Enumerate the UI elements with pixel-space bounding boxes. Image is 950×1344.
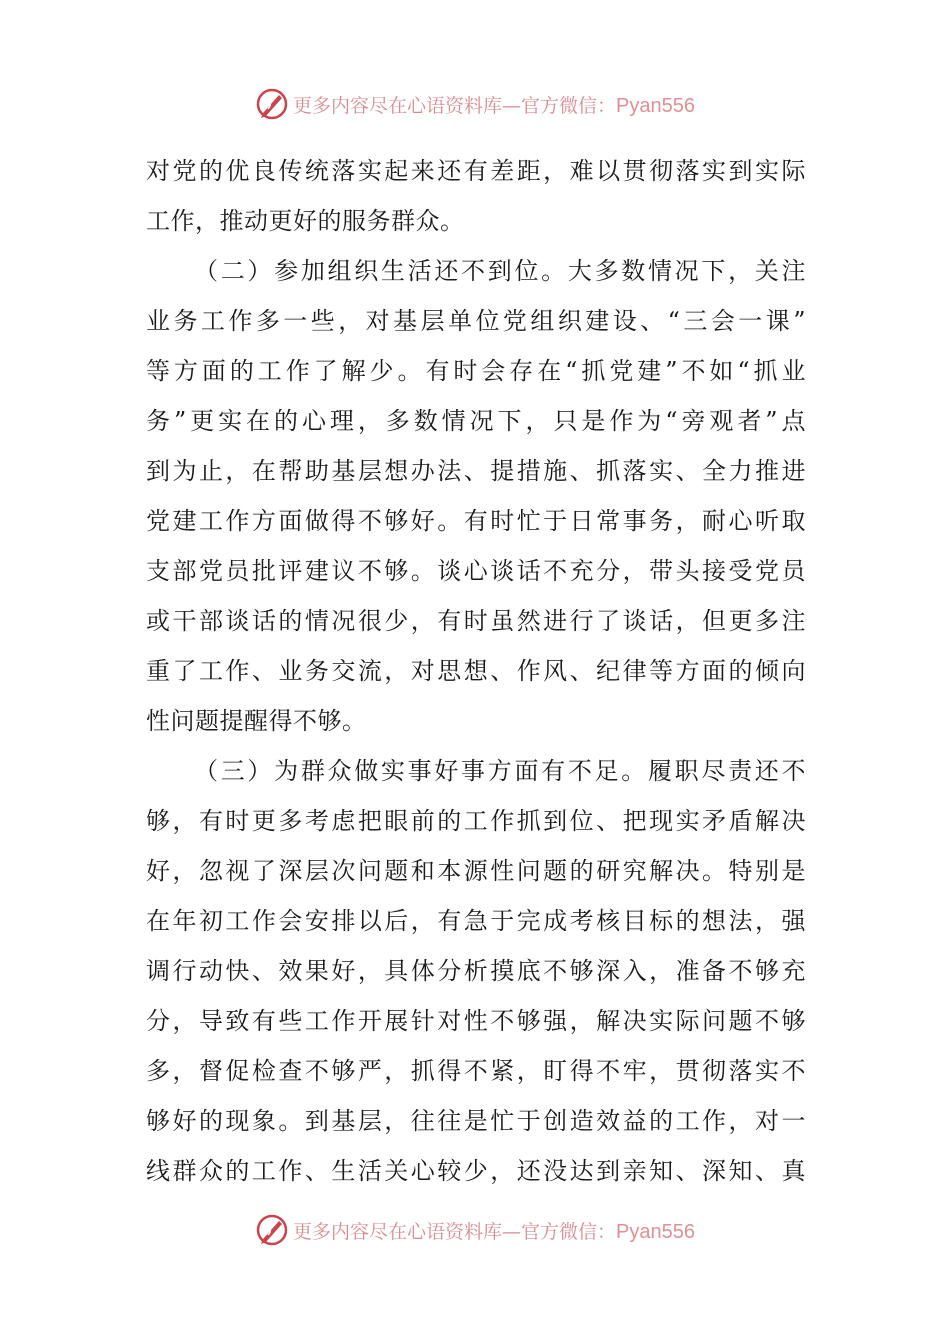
- section-heading-line: （三）为群众做实事好事方面有不足。履职尽责还不: [194, 757, 806, 785]
- text-line: 务”更实在的心理，多数情况下，只是作为“旁观者”点: [146, 407, 806, 435]
- pen-logo-icon: [255, 87, 289, 121]
- text-line: 分，导致有些工作开展针对性不够强，解决实际问题不够: [146, 1007, 806, 1035]
- text-line: 在年初工作会安排以后，有急于完成考核目标的想法，强: [146, 907, 806, 935]
- text-line: 党建工作方面做得不够好。有时忙于日常事务，耐心听取: [146, 507, 806, 535]
- text-line: 对党的优良传统落实起来还有差距，难以贯彻落实到实际: [146, 157, 806, 185]
- text-line: 够好的现象。到基层，往往是忙于创造效益的工作，对一: [146, 1107, 806, 1135]
- text-line: 好，忽视了深层次问题和本源性问题的研究解决。特别是: [146, 857, 806, 885]
- wechat-id: Pyan556: [616, 1220, 695, 1243]
- text-line: 到为止，在帮助基层想办法、提措施、抓落实、全力推进: [146, 457, 806, 485]
- footer-banner: [0, 1210, 950, 1250]
- header-banner-text: 更多内容尽在心语资料库—官方微信：Pyan556: [293, 94, 695, 117]
- text-line: 线群众的工作、生活关心较少，还没达到亲知、深知、真: [146, 1157, 806, 1185]
- text-line: 工作，推动更好的服务群众。: [146, 207, 465, 235]
- text-line: 够，有时更多考虑把眼前的工作抓到位、把现实矛盾解决: [146, 807, 806, 835]
- text-line: 或干部谈话的情况很少，有时虽然进行了谈话，但更多注: [146, 607, 806, 635]
- document-body: [146, 146, 806, 1196]
- text-line: 支部党员批评建议不够。谈心谈话不充分，带头接受党员: [146, 557, 806, 585]
- pen-logo-icon: [255, 1213, 289, 1247]
- wechat-id: Pyan556: [616, 94, 695, 117]
- text-line: 业务工作多一些，对基层单位党组织建设、“三会一课”: [146, 307, 806, 335]
- footer-banner-text: 更多内容尽在心语资料库—官方微信：Pyan556: [293, 1220, 695, 1243]
- header-banner: [0, 84, 950, 124]
- text-line: 性问题提醒得不够。: [146, 707, 367, 735]
- section-heading-line: （二）参加组织生活还不到位。大多数情况下，关注: [194, 257, 806, 285]
- text-line: 调行动快、效果好，具体分析摸底不够深入，准备不够充: [146, 957, 806, 985]
- text-line: 等方面的工作了解少。有时会存在“抓党建”不如“抓业: [146, 357, 806, 385]
- text-line: 重了工作、业务交流，对思想、作风、纪律等方面的倾向: [146, 657, 806, 685]
- text-line: 多，督促检查不够严，抓得不紧，盯得不牢，贯彻落实不: [146, 1057, 806, 1085]
